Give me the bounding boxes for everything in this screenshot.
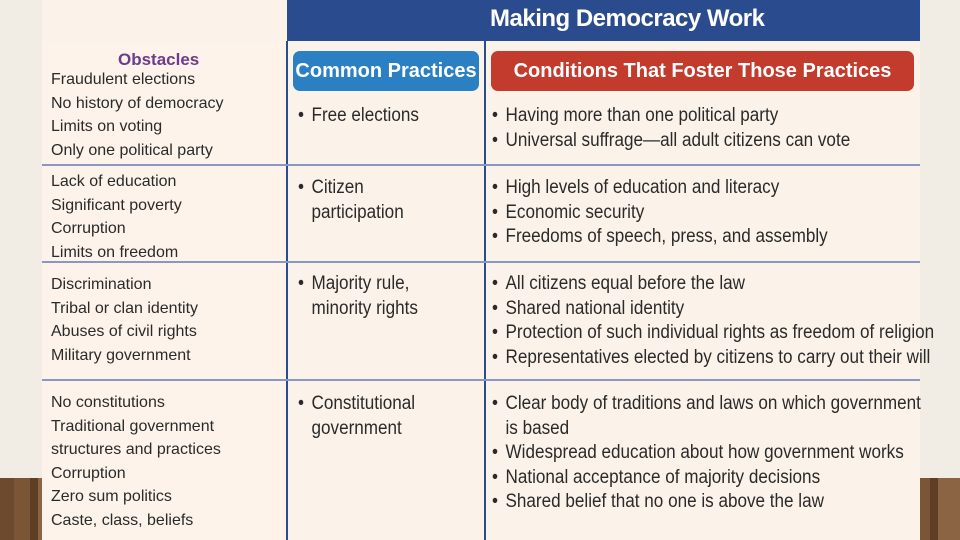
- row-divider-1: [42, 164, 920, 166]
- obstacle-item: Caste, class, beliefs: [51, 511, 194, 529]
- conditions-cell-2: [492, 176, 828, 250]
- condition-item: • Protection of such individual rights as freedom of religion: [492, 321, 934, 346]
- practice-cell-1: [298, 104, 419, 129]
- obstacle-item: Only one political party: [51, 141, 213, 159]
- obstacle-item: Tribal or clan identity: [51, 299, 199, 317]
- practice-item-continued: participation: [311, 201, 404, 223]
- obstacle-item: Limits on voting: [51, 118, 163, 136]
- practice-item: • Citizen: [298, 176, 404, 201]
- obstacle-item: No history of democracy: [51, 94, 224, 112]
- condition-item: • High levels of education and literacy: [492, 176, 828, 201]
- conditions-header: Conditions That Foster Those Practices: [491, 51, 914, 91]
- obstacle-item: Zero sum politics: [51, 488, 172, 506]
- condition-item: • Clear body of traditions and laws on which government: [492, 392, 921, 417]
- condition-item: • Shared national identity: [492, 297, 934, 322]
- obstacle-item: Corruption: [51, 464, 126, 482]
- condition-item: • Shared belief that no one is above the law: [492, 490, 921, 515]
- column-divider-right: [484, 41, 486, 540]
- obstacle-item: Military government: [51, 346, 191, 364]
- row-divider-3: [42, 379, 920, 381]
- practice-item: • Constitutional: [298, 392, 415, 417]
- obstacles-group-1: [51, 68, 224, 162]
- obstacle-item: Fraudulent elections: [51, 71, 196, 88]
- condition-item: • All citizens equal before the law: [492, 272, 934, 297]
- practice-cell-3: [298, 272, 418, 321]
- obstacle-item: Discrimination: [51, 276, 152, 293]
- obstacles-heading: Obstacles: [118, 50, 200, 69]
- condition-item: • Economic security: [492, 201, 828, 226]
- condition-item: • National acceptance of majority decisions: [492, 466, 921, 491]
- practice-item: • Majority rule,: [298, 272, 418, 297]
- obstacle-item: structures and practices: [51, 441, 221, 459]
- conditions-cell-3: [492, 272, 934, 370]
- obstacles-group-2: [51, 170, 182, 264]
- obstacle-item: Abuses of civil rights: [51, 323, 197, 341]
- practice-cell-2: [298, 176, 404, 225]
- condition-item: • Universal suffrage—all adult citizens can vote: [492, 129, 850, 154]
- obstacles-group-4: [51, 391, 221, 533]
- obstacles-group-3: [51, 273, 198, 367]
- column-divider-left: [286, 41, 288, 540]
- obstacle-item: Limits on freedom: [51, 243, 179, 261]
- obstacle-item: Traditional government: [51, 417, 215, 435]
- conditions-cell-1: [492, 104, 850, 153]
- obstacle-item: No constitutions: [51, 394, 165, 411]
- obstacle-item: Significant poverty: [51, 196, 182, 214]
- page-title: Making Democracy Work: [490, 5, 765, 32]
- condition-item-continued: is based: [505, 417, 570, 439]
- obstacle-item: Corruption: [51, 220, 126, 238]
- condition-item: • Having more than one political party: [492, 104, 850, 129]
- condition-item: • Widespread education about how government works: [492, 441, 921, 466]
- condition-item: • Freedoms of speech, press, and assembly: [492, 225, 828, 250]
- practice-item-continued: government: [311, 417, 402, 439]
- condition-item: • Representatives elected by citizens to carry out their will: [492, 346, 934, 371]
- practice-item: • Free elections: [298, 104, 419, 129]
- practice-item-continued: minority rights: [311, 297, 418, 319]
- practice-cell-4: [298, 392, 415, 441]
- conditions-cell-4: [492, 392, 921, 515]
- obstacle-item: Lack of education: [51, 173, 177, 190]
- common-practices-header: Common Practices: [293, 51, 479, 91]
